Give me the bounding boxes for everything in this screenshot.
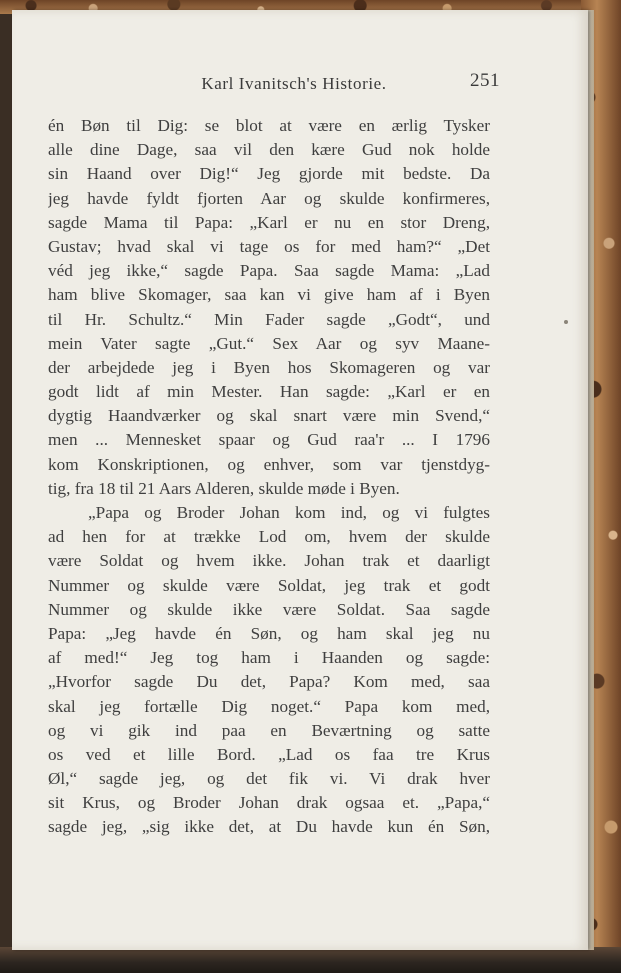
text-line: jeg havde fyldt fjorten Aar og skulde konfirmeres, xyxy=(48,188,490,208)
text-line: sagde jeg, „sig ikke det, at Du havde kun én Søn, xyxy=(48,817,490,837)
text-line: og vi gik ind paa en Beværtning og satte xyxy=(48,720,490,740)
text-line: sit Krus, og Broder Johan drak ogsaa et. „Papa,“ xyxy=(48,793,490,813)
text-line: Nummer og skulde være Soldat, jeg trak et godt xyxy=(48,575,490,595)
text-line: Øl,“ sagde jeg, og det fik vi. Vi drak hver xyxy=(48,769,490,789)
page-header xyxy=(12,70,588,100)
text-line: Gustav; hvad skal vi tage os for med ham?“ „Det xyxy=(48,236,490,256)
text-line: godt lidt af min Mester. Han sagde: „Karl er en xyxy=(48,382,490,402)
text-line: „Papa og Broder Johan kom ind, og vi fulgtes xyxy=(88,503,490,522)
text-line: men ... Mennesket spaar og Gud raa'r ... I 1796 xyxy=(48,430,490,450)
body-text xyxy=(48,114,490,840)
text-line: af med!“ Jeg tog ham i Haanden og sagde: xyxy=(48,648,490,668)
text-line: være Soldat og hvem ikke. Johan trak et daarligt xyxy=(48,551,490,571)
text-line: til Hr. Schultz.“ Min Fader sagde „Godt“, und xyxy=(48,309,490,329)
book-cover-bottom-edge xyxy=(0,947,621,973)
text-line: der arbejdede jeg i Byen hos Skomageren og var xyxy=(48,357,490,377)
text-line: kom Konskriptionen, og enhver, som var tjenstdyg- xyxy=(48,454,490,474)
text-line: os ved et lille Bord. „Lad os faa tre Krus xyxy=(48,744,490,764)
text-line: skal jeg fortælle Dig noget.“ Papa kom med, xyxy=(48,696,490,716)
text-line: sagde Mama til Papa: „Karl er nu en stor Dreng, xyxy=(48,212,490,232)
text-line: mein Vater sagte „Gut.“ Sex Aar og syv Maane- xyxy=(48,333,490,353)
text-line: sin Haand over Dig!“ Jeg gjorde mit bedste. Da xyxy=(48,164,490,184)
page-number: 251 xyxy=(470,70,500,91)
text-line: én Bøn til Dig: se blot at være en ærlig Tysker xyxy=(48,116,490,135)
book-page xyxy=(12,10,588,950)
text-line: ham blive Skomager, saa kan vi give ham af i Byen xyxy=(48,285,490,305)
margin-speck xyxy=(564,320,568,324)
text-line: Nummer og skulde ikke være Soldat. Saa sagde xyxy=(48,599,490,619)
text-line: „Hvorfor sagde Du det, Papa? Kom med, saa xyxy=(48,672,490,692)
text-line: véd jeg ikke,“ sagde Papa. Saa sagde Mama: „Lad xyxy=(48,261,490,281)
text-line: dygtig Haandværker og skal snart være min Svend,“ xyxy=(48,406,490,426)
text-line: Papa: „Jeg havde én Søn, og ham skal jeg nu xyxy=(48,623,490,643)
text-line: alle dine Dage, saa vil den kære Gud nok holde xyxy=(48,140,490,160)
text-line: tig, fra 18 til 21 Aars Alderen, skulde møde i Byen. xyxy=(48,478,400,498)
text-line: ad hen for at trække Lod om, hvem der skulde xyxy=(48,527,490,547)
running-head: Karl Ivanitsch's Historie. xyxy=(201,74,387,93)
